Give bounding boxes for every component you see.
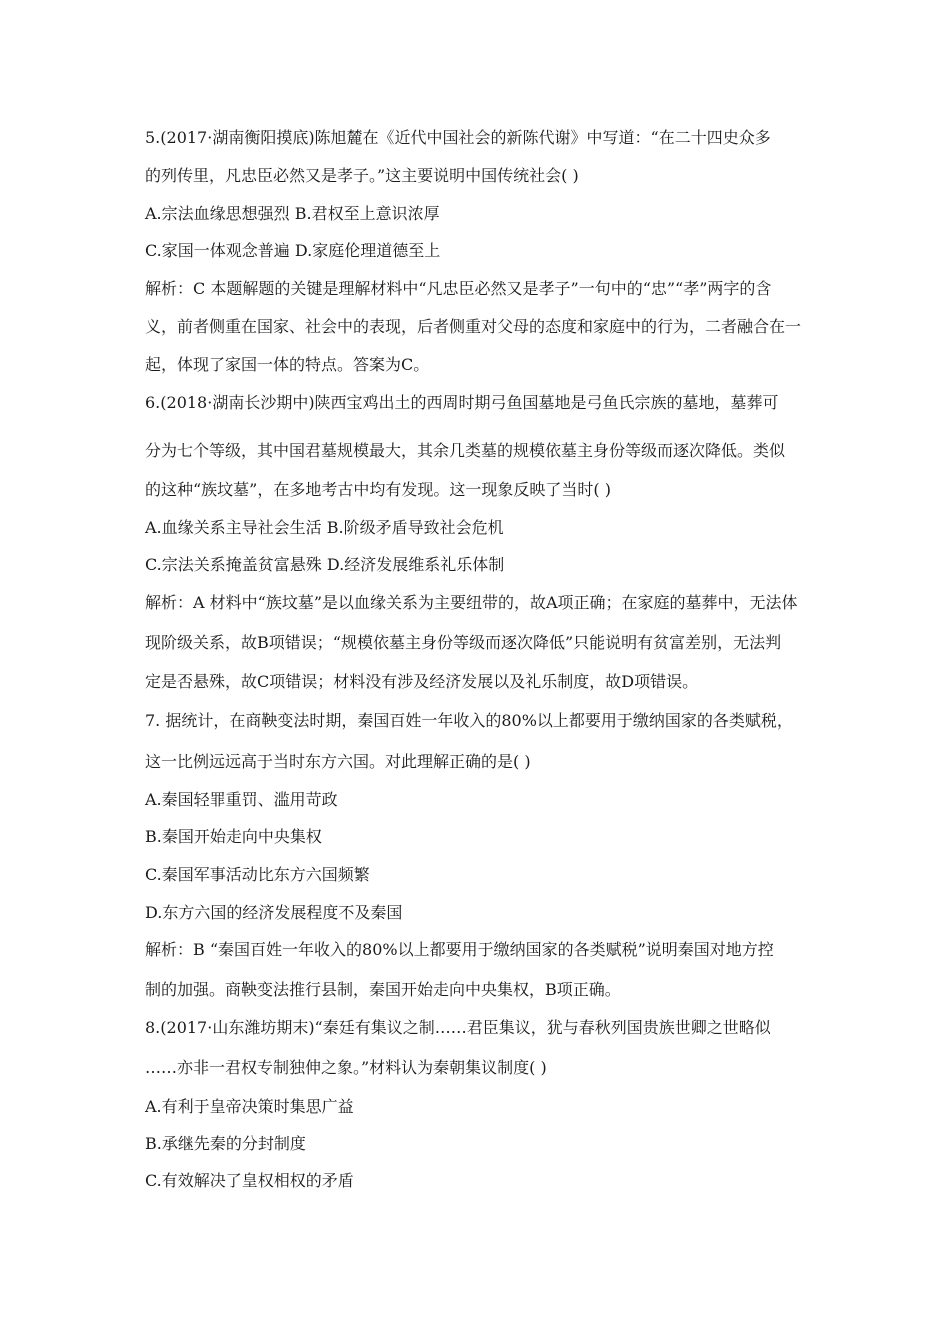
q7-option-d: D.东方六国的经济发展程度不及秦国	[145, 903, 403, 922]
q7-option-a: A.秦国轻罪重罚、滥用苛政	[145, 790, 338, 809]
q6-option-cd: C.宗法关系掩盖贫富悬殊 D.经济发展维系礼乐体制	[145, 555, 505, 574]
q6-option-ab: A.血缘关系主导社会生活 B.阶级矛盾导致社会危机	[145, 518, 504, 537]
q7-stem-line-1: 7. 据统计，在商鞅变法时期，秦国百姓一年收入的80%以上都要用于缴纳国家的各类赋税，	[145, 711, 793, 730]
q5-analysis-line-2: 义，前者侧重在国家、社会中的表现，后者侧重对父母的态度和家庭中的行为，二者融合在一	[145, 317, 802, 336]
q6-stem-line-3: 的这种“族坟墓”，在多地考古中均有发现。这一现象反映了当时( )	[145, 480, 611, 499]
q7-analysis-line-2: 制的加强。商鞅变法推行县制，秦国开始走向中央集权，B项正确。	[145, 980, 621, 999]
q8-option-a: A.有利于皇帝决策时集思广益	[145, 1097, 354, 1116]
q8-option-b: B.承继先秦的分封制度	[145, 1134, 306, 1153]
q6-analysis-line-3: 定是否悬殊，故C项错误；材料没有涉及经济发展以及礼乐制度，故D项错误。	[145, 672, 699, 691]
q5-analysis-line-1: 解析：C 本题解题的关键是理解材料中“凡忠臣必然又是孝子”一句中的“忠”“孝”两字的含	[145, 279, 772, 298]
q7-option-c: C.秦国军事活动比东方六国频繁	[145, 865, 370, 884]
q7-stem-line-2: 这一比例远远高于当时东方六国。对此理解正确的是( )	[145, 752, 531, 771]
q5-option-ab: A.宗法血缘思想强烈 B.君权至上意识浓厚	[145, 204, 440, 223]
q6-stem-line-2: 分为七个等级，其中国君墓规模最大，其余几类墓的规模依墓主身份等级而逐次降低。类似	[145, 441, 786, 460]
q5-analysis-line-3: 起，体现了家国一体的特点。答案为C。	[145, 355, 430, 374]
q7-option-b: B.秦国开始走向中央集权	[145, 827, 322, 846]
q5-stem-line-2: 的列传里，凡忠臣必然又是孝子。”这主要说明中国传统社会( )	[145, 166, 579, 185]
q5-stem-line-1: 5.(2017·湖南衡阳摸底)陈旭麓在《近代中国社会的新陈代谢》中写道：“在二十四史众多	[145, 128, 771, 147]
q8-stem-line-2: ……亦非一君权专制独伸之象。”材料认为秦朝集议制度( )	[145, 1058, 547, 1077]
q8-stem-line-1: 8.(2017·山东潍坊期末)“秦廷有集议之制……君臣集议，犹与春秋列国贵族世卿之世略似	[145, 1018, 771, 1037]
q6-stem-line-1: 6.(2018·湖南长沙期中)陕西宝鸡出土的西周时期弓鱼国墓地是弓鱼氏宗族的墓地，墓葬可	[145, 393, 779, 412]
q6-analysis-line-2: 现阶级关系，故B项错误；“规模依墓主身份等级而逐次降低”只能说明有贫富差别，无法判	[145, 633, 782, 652]
q7-analysis-line-1: 解析：B “秦国百姓一年收入的80%以上都要用于缴纳国家的各类赋税”说明秦国对地方控	[145, 940, 774, 959]
q6-analysis-line-1: 解析：A 材料中“族坟墓”是以血缘关系为主要纽带的，故A项正确；在家庭的墓葬中，无法体	[145, 593, 798, 612]
q5-option-cd: C.家国一体观念普遍 D.家庭伦理道德至上	[145, 241, 441, 260]
q8-option-c: C.有效解决了皇权相权的矛盾	[145, 1171, 354, 1190]
